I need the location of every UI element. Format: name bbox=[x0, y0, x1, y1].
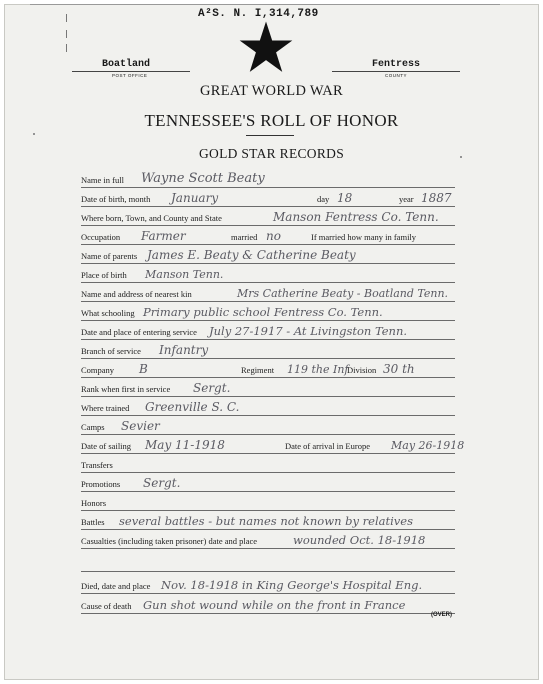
row-branch bbox=[81, 339, 455, 359]
row-cause-of-death bbox=[81, 594, 455, 614]
arrival-label: Date of arrival in Europe bbox=[285, 441, 370, 451]
county-label: COUNTY bbox=[385, 73, 407, 78]
company-label: Company bbox=[81, 365, 115, 375]
post-office-field bbox=[72, 59, 190, 78]
dob-month-value: January bbox=[171, 191, 219, 205]
row-honors bbox=[81, 491, 455, 511]
occupation-label: Occupation bbox=[81, 232, 121, 242]
occupation-value: Farmer bbox=[141, 229, 186, 243]
dob-month-label: Date of birth, month bbox=[81, 194, 151, 204]
transfers-label: Transfers bbox=[81, 460, 113, 470]
cause-value: Gun shot wound while on the front in France bbox=[143, 598, 406, 612]
honors-label: Honors bbox=[81, 498, 107, 508]
company-value: B bbox=[139, 362, 148, 376]
battles-value: several battles - but names not known by relatives bbox=[119, 514, 413, 528]
top-edge-line bbox=[30, 4, 500, 5]
kin-label: Name and address of nearest kin bbox=[81, 289, 192, 299]
camps-value: Sevier bbox=[121, 419, 160, 433]
row-name bbox=[81, 168, 455, 188]
edge-mark bbox=[66, 14, 67, 22]
name-value: Wayne Scott Beaty bbox=[141, 171, 265, 186]
kin-value: Mrs Catherine Beaty - Boatland Tenn. bbox=[237, 287, 449, 300]
married-label: married bbox=[231, 232, 258, 242]
row-where-trained bbox=[81, 396, 455, 416]
casualties-label: Casualties (including taken prisoner) date and place bbox=[81, 536, 258, 546]
row-blank bbox=[81, 552, 455, 572]
paper-speck bbox=[33, 133, 35, 135]
row-transfers bbox=[81, 453, 455, 473]
rank-value: Sergt. bbox=[193, 381, 231, 395]
born-value: Manson Fentress Co. Tenn. bbox=[273, 210, 439, 224]
branch-value: Infantry bbox=[159, 343, 209, 357]
pob-value: Manson Tenn. bbox=[145, 268, 224, 281]
sailing-value: May 11-1918 bbox=[145, 438, 225, 452]
row-place-of-birth bbox=[81, 263, 455, 283]
title-divider bbox=[246, 135, 294, 136]
arrival-value: May 26-1918 bbox=[391, 439, 465, 452]
row-died bbox=[81, 574, 455, 594]
row-casualties bbox=[81, 529, 455, 549]
trained-label: Where trained bbox=[81, 403, 130, 413]
row-sailing bbox=[81, 434, 465, 454]
row-entering-service bbox=[81, 320, 455, 340]
title-gold-star-records: GOLD STAR RECORDS bbox=[198, 146, 345, 161]
row-parents bbox=[81, 244, 455, 264]
regiment-label: Regiment bbox=[241, 365, 275, 375]
paper-speck bbox=[460, 156, 462, 158]
pob-label: Place of birth bbox=[81, 270, 127, 280]
post-office-label: POST OFFICE bbox=[112, 73, 148, 78]
rank-label: Rank when first in service bbox=[81, 384, 171, 394]
row-date-of-birth bbox=[81, 187, 455, 207]
division-value: 30 th bbox=[383, 362, 415, 376]
dob-day-value: 18 bbox=[337, 191, 353, 205]
trained-value: Greenville S. C. bbox=[145, 400, 240, 414]
promotions-value: Sergt. bbox=[143, 476, 181, 490]
born-label: Where born, Town, and County and State bbox=[81, 213, 222, 223]
promotions-label: Promotions bbox=[81, 479, 121, 489]
row-nearest-kin bbox=[81, 282, 455, 302]
edge-mark bbox=[66, 44, 67, 52]
row-camps bbox=[81, 415, 455, 435]
battles-label: Battles bbox=[81, 517, 105, 527]
regiment-value: 119 the Inf bbox=[287, 363, 349, 376]
division-label: Division bbox=[347, 365, 377, 375]
over-note: (OVER) bbox=[431, 612, 452, 618]
row-where-born bbox=[81, 206, 455, 226]
schooling-value: Primary public school Fentress Co. Tenn. bbox=[143, 305, 383, 319]
title-roll-of-honor: TENNESSEE'S ROLL OF HONOR bbox=[144, 111, 399, 130]
county-field bbox=[332, 59, 460, 78]
dob-year-label: year bbox=[399, 194, 414, 204]
sailing-label: Date of sailing bbox=[81, 441, 132, 451]
row-schooling bbox=[81, 301, 455, 321]
died-label: Died, date and place bbox=[81, 581, 151, 591]
edge-mark bbox=[66, 30, 67, 38]
serial-number: A²S. N. I,314,789 bbox=[198, 8, 319, 20]
row-occupation bbox=[81, 225, 455, 245]
married-many-label: If married how many in family bbox=[311, 232, 417, 242]
casualties-value: wounded Oct. 18-1918 bbox=[293, 533, 426, 547]
row-company bbox=[81, 358, 455, 378]
camps-label: Camps bbox=[81, 422, 105, 432]
dob-day-label: day bbox=[317, 194, 330, 204]
schooling-label: What schooling bbox=[81, 308, 135, 318]
branch-label: Branch of service bbox=[81, 346, 141, 356]
married-value: no bbox=[266, 229, 281, 243]
row-rank bbox=[81, 377, 455, 397]
title-great-world-war: GREAT WORLD WAR bbox=[199, 83, 344, 99]
cause-label: Cause of death bbox=[81, 601, 132, 611]
entering-value: July 27-1917 - At Livingston Tenn. bbox=[209, 324, 408, 338]
row-promotions bbox=[81, 472, 455, 492]
post-office-value: Boatland bbox=[72, 59, 190, 72]
entering-label: Date and place of entering service bbox=[81, 327, 197, 337]
parents-value: James E. Beaty & Catherine Beaty bbox=[147, 248, 356, 262]
star-icon bbox=[238, 20, 294, 74]
parents-label: Name of parents bbox=[81, 251, 138, 261]
died-value: Nov. 18-1918 in King George's Hospital Eng. bbox=[161, 578, 423, 592]
dob-year-value: 1887 bbox=[421, 191, 452, 205]
row-battles bbox=[81, 510, 455, 530]
name-label: Name in full bbox=[81, 175, 124, 185]
county-value: Fentress bbox=[332, 59, 460, 72]
